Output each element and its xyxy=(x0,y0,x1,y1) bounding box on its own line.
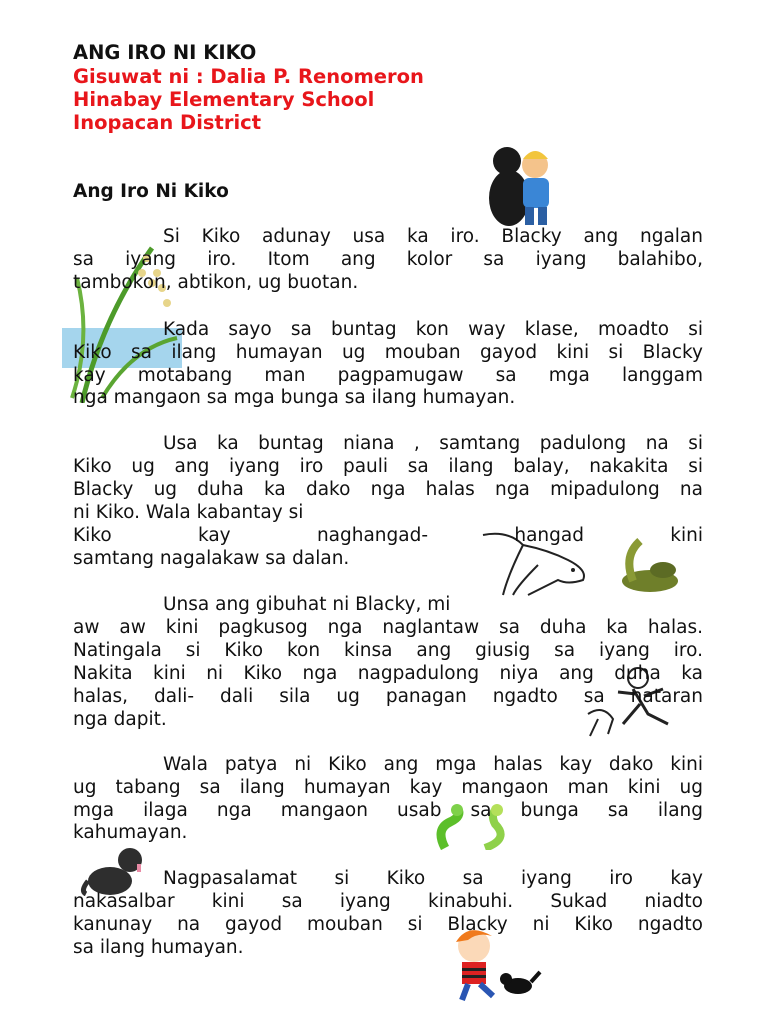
story-line: kahumayan. xyxy=(73,822,188,843)
story-line: kay motabang man pagpamugaw sa mga langgam xyxy=(73,365,703,386)
story-line: nakasalbar kini sa iyang kinabuhi. Sukad niadto xyxy=(73,891,703,912)
story-line: kanunay na gayod mouban si Blacky ni Kiko ngadto xyxy=(73,914,703,935)
story-line: Si Kiko adunay usa ka iro. Blacky ang ngalan xyxy=(163,226,703,247)
story-line: Kiko sa ilang humayan ug mouban gayod kini si Blacky xyxy=(73,342,703,363)
story-line: Wala patya ni Kiko ang mga halas kay dako kini xyxy=(163,754,703,775)
document-title: ANG IRO NI KIKO xyxy=(73,41,257,64)
story-line: ug tabang sa ilang humayan kay mangaon man kini ug xyxy=(73,777,703,798)
story-line: Nakita kini ni Kiko nga nagpadulong niya ang duha ka xyxy=(73,663,703,684)
author-line: Gisuwat ni : Dalia P. Renomeron xyxy=(73,65,424,88)
story-line: Kada sayo sa buntag kon way klase, moadto si xyxy=(163,319,703,340)
district-line: Inopacan District xyxy=(73,111,262,134)
story-line: Natingala si Kiko kon kinsa ang giusig sa iyang iro. xyxy=(73,640,703,661)
story-line: Blacky ug duha ka dako nga halas nga mipadulong na xyxy=(73,479,703,500)
story-line: halas, dali- dali sila ug panagan ngadto sa nataran xyxy=(73,686,703,707)
story-line: mga ilaga nga mangaon usab sa bunga sa ilang xyxy=(73,800,703,821)
story-line: sa iyang iro. Itom ang kolor sa iyang balahibo, xyxy=(73,249,703,270)
story-line: Unsa ang gibuhat ni Blacky, mi xyxy=(163,594,451,615)
story-title: Ang Iro Ni Kiko xyxy=(73,181,229,202)
story-line: tambokon, abtikon, ug buotan. xyxy=(73,272,359,293)
story-line: samtang nagalakaw sa dalan. xyxy=(73,548,350,569)
story-line: Usa ka buntag niana , samtang padulong na si xyxy=(163,433,703,454)
story-line: Nagpasalamat si Kiko sa iyang iro kay xyxy=(163,868,703,889)
story-line: aw aw kini pagkusog nga naglantaw sa duha ka halas. xyxy=(73,617,703,638)
story-line: sa ilang humayan. xyxy=(73,937,244,958)
story-line: Kiko ug ang iyang iro pauli sa ilang balay, nakakita si xyxy=(73,456,703,477)
school-line: Hinabay Elementary School xyxy=(73,88,375,111)
story-line: Kiko kay naghangad- hangad kini xyxy=(73,525,703,546)
story-line: nga mangaon sa mga bunga sa ilang humayan. xyxy=(73,387,516,408)
story-line: ni Kiko. Wala kabantay si xyxy=(73,502,304,523)
story-line: nga dapit. xyxy=(73,709,167,730)
